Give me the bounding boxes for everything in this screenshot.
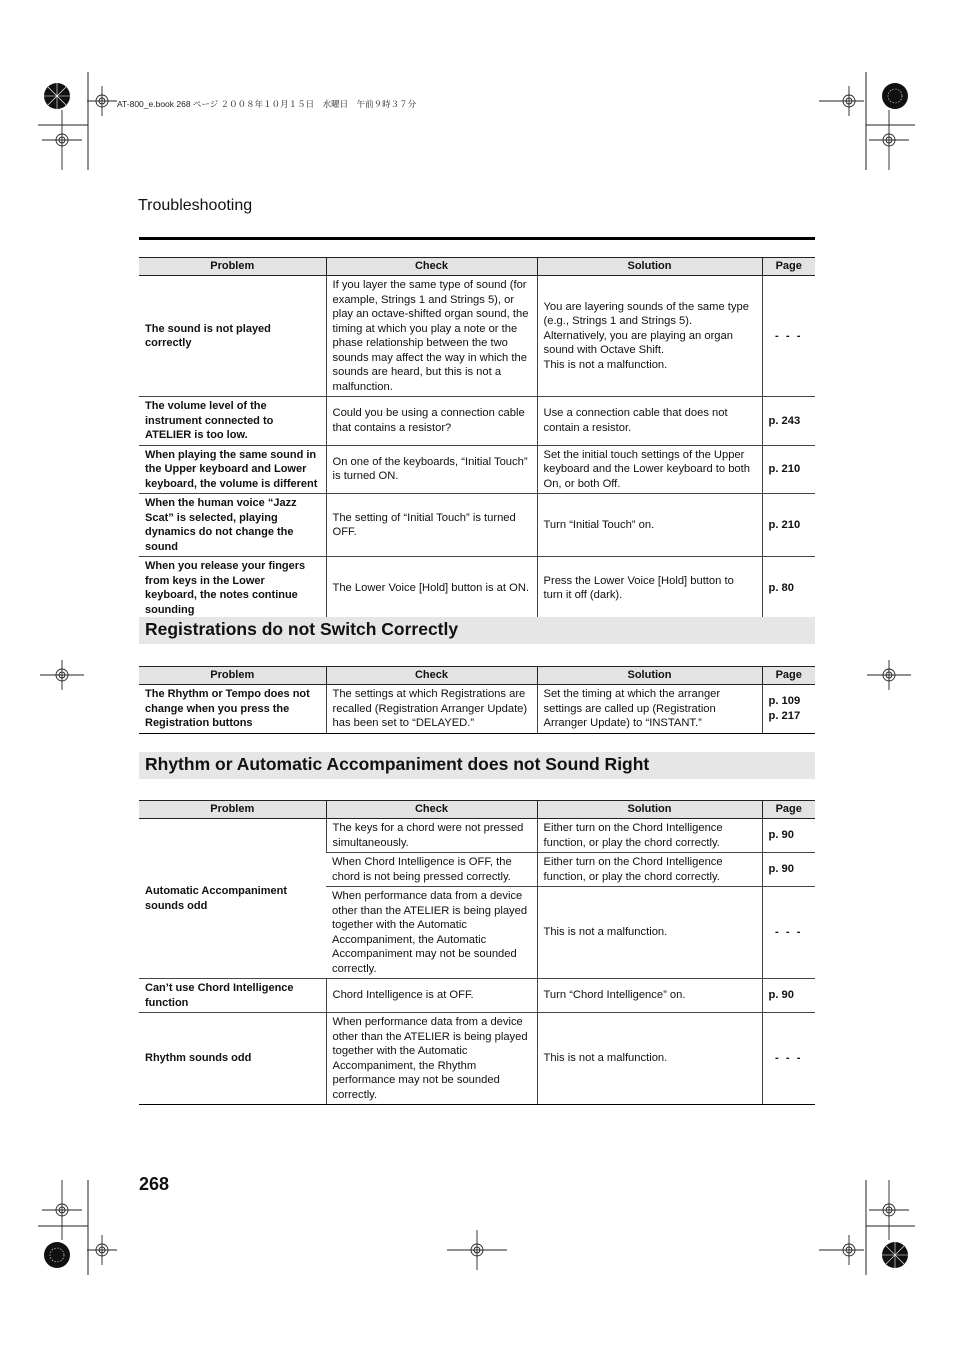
problem-cell: Can’t use Chord Intelligence function	[139, 979, 326, 1013]
table-row	[139, 445, 815, 494]
check-cell: If you layer the same type of sound (for example, Strings 1 and Strings 5), or play an octave-shifted organ sound, the timing at which you play a note or the phase relationship between the two sounds may affect the way in which the sounds are heard, but this is not a malfunction.	[326, 276, 537, 397]
page-cell: p. 90	[762, 853, 815, 887]
problem-cell: When playing the same sound in the Upper keyboard and Lower keyboard, the volume is different	[139, 445, 326, 494]
page-cell: p. 210	[762, 494, 815, 557]
check-cell: The Lower Voice [Hold] button is at ON.	[326, 557, 537, 620]
check-cell: The setting of “Initial Touch” is turned OFF.	[326, 494, 537, 557]
section-title: Rhythm or Automatic Accompaniment does not Sound Right	[145, 754, 650, 774]
page-cell: p. 90	[762, 979, 815, 1013]
header-problem: Problem	[139, 801, 326, 819]
section-label: Troubleshooting	[138, 197, 253, 214]
solution-cell: You are layering sounds of the same type (e.g., Strings 1 and Strings 5). Alternatively, you are playing an organ sound with Octave Shift. This is not a malfunction.	[537, 276, 762, 397]
table-row	[139, 685, 815, 734]
problem-cell: Rhythm sounds odd	[139, 1013, 326, 1105]
check-cell: Chord Intelligence is at OFF.	[326, 979, 537, 1013]
page-cell: p. 80	[762, 557, 815, 620]
page-cell: - - -	[762, 276, 815, 397]
table-row	[139, 557, 815, 620]
table-row	[139, 1013, 815, 1105]
print-info: AT-800_e.book 268 ページ ２００８年１０月１５日 水曜日 午前９時３７分	[117, 99, 417, 109]
header-check: Check	[326, 667, 537, 685]
troubleshooting-table-registrations	[139, 666, 815, 734]
header-rule	[139, 237, 815, 240]
header-problem: Problem	[139, 667, 326, 685]
troubleshooting-table-rhythm	[139, 800, 815, 1105]
page-cell: - - -	[762, 1013, 815, 1105]
table-row	[139, 819, 815, 853]
solution-cell: Either turn on the Chord Intelligence function, or play the chord correctly.	[537, 819, 762, 853]
check-cell: When performance data from a device other than the ATELIER is being played together with the Automatic Accompaniment, the Rhythm performance may not be sounded correctly.	[326, 1013, 537, 1105]
header-check: Check	[326, 258, 537, 276]
header-page: Page	[762, 667, 815, 685]
section-heading-registrations	[139, 617, 815, 644]
solution-cell: Use a connection cable that does not contain a resistor.	[537, 397, 762, 446]
page-cell: p. 109 p. 217	[762, 685, 815, 734]
solution-cell: Press the Lower Voice [Hold] button to turn it off (dark).	[537, 557, 762, 620]
check-cell: Could you be using a connection cable that contains a resistor?	[326, 397, 537, 446]
table-row	[139, 494, 815, 557]
problem-cell: When you release your fingers from keys in the Lower keyboard, the notes continue sounding	[139, 557, 326, 620]
solution-cell: Either turn on the Chord Intelligence function, or play the chord correctly.	[537, 853, 762, 887]
solution-cell: This is not a malfunction.	[537, 887, 762, 979]
section-heading-rhythm	[139, 752, 815, 779]
header-page: Page	[762, 801, 815, 819]
solution-cell: Set the initial touch settings of the Upper keyboard and the Lower keyboard to both On, or both Off.	[537, 445, 762, 494]
page-cell: p. 90	[762, 819, 815, 853]
check-cell: When Chord Intelligence is OFF, the chord is not being pressed correctly.	[326, 853, 537, 887]
problem-cell: When the human voice “Jazz Scat” is selected, playing dynamics do not change the sound	[139, 494, 326, 557]
page-number: 268	[139, 1174, 170, 1194]
solution-cell: This is not a malfunction.	[537, 1013, 762, 1105]
header-check: Check	[326, 801, 537, 819]
table-row	[139, 276, 815, 397]
check-cell: On one of the keyboards, “Initial Touch” is turned ON.	[326, 445, 537, 494]
page-cell: p. 243	[762, 397, 815, 446]
header-solution: Solution	[537, 258, 762, 276]
page-cell: p. 210	[762, 445, 815, 494]
problem-cell: Automatic Accompaniment sounds odd	[139, 819, 326, 979]
check-cell: When performance data from a device other than the ATELIER is being played together with the Automatic Accompaniment, the Automatic Accompaniment may not be sounded correctly.	[326, 887, 537, 979]
troubleshooting-table-sound	[139, 257, 815, 620]
table-row	[139, 397, 815, 446]
page-cell: - - -	[762, 887, 815, 979]
check-cell: The settings at which Registrations are recalled (Registration Arranger Update) has been set to “DELAYED.”	[326, 685, 537, 734]
header-solution: Solution	[537, 801, 762, 819]
solution-cell: Set the timing at which the arranger settings are called up (Registration Arranger Update) to “INSTANT.”	[537, 685, 762, 734]
problem-cell: The volume level of the instrument connected to ATELIER is too low.	[139, 397, 326, 446]
header-page: Page	[762, 258, 815, 276]
solution-cell: Turn “Initial Touch” on.	[537, 494, 762, 557]
section-title: Registrations do not Switch Correctly	[145, 619, 459, 639]
table-row	[139, 979, 815, 1013]
solution-cell: Turn “Chord Intelligence” on.	[537, 979, 762, 1013]
problem-cell: The Rhythm or Tempo does not change when you press the Registration buttons	[139, 685, 326, 734]
problem-cell: The sound is not played correctly	[139, 276, 326, 397]
header-solution: Solution	[537, 667, 762, 685]
header-problem: Problem	[139, 258, 326, 276]
check-cell: The keys for a chord were not pressed simultaneously.	[326, 819, 537, 853]
